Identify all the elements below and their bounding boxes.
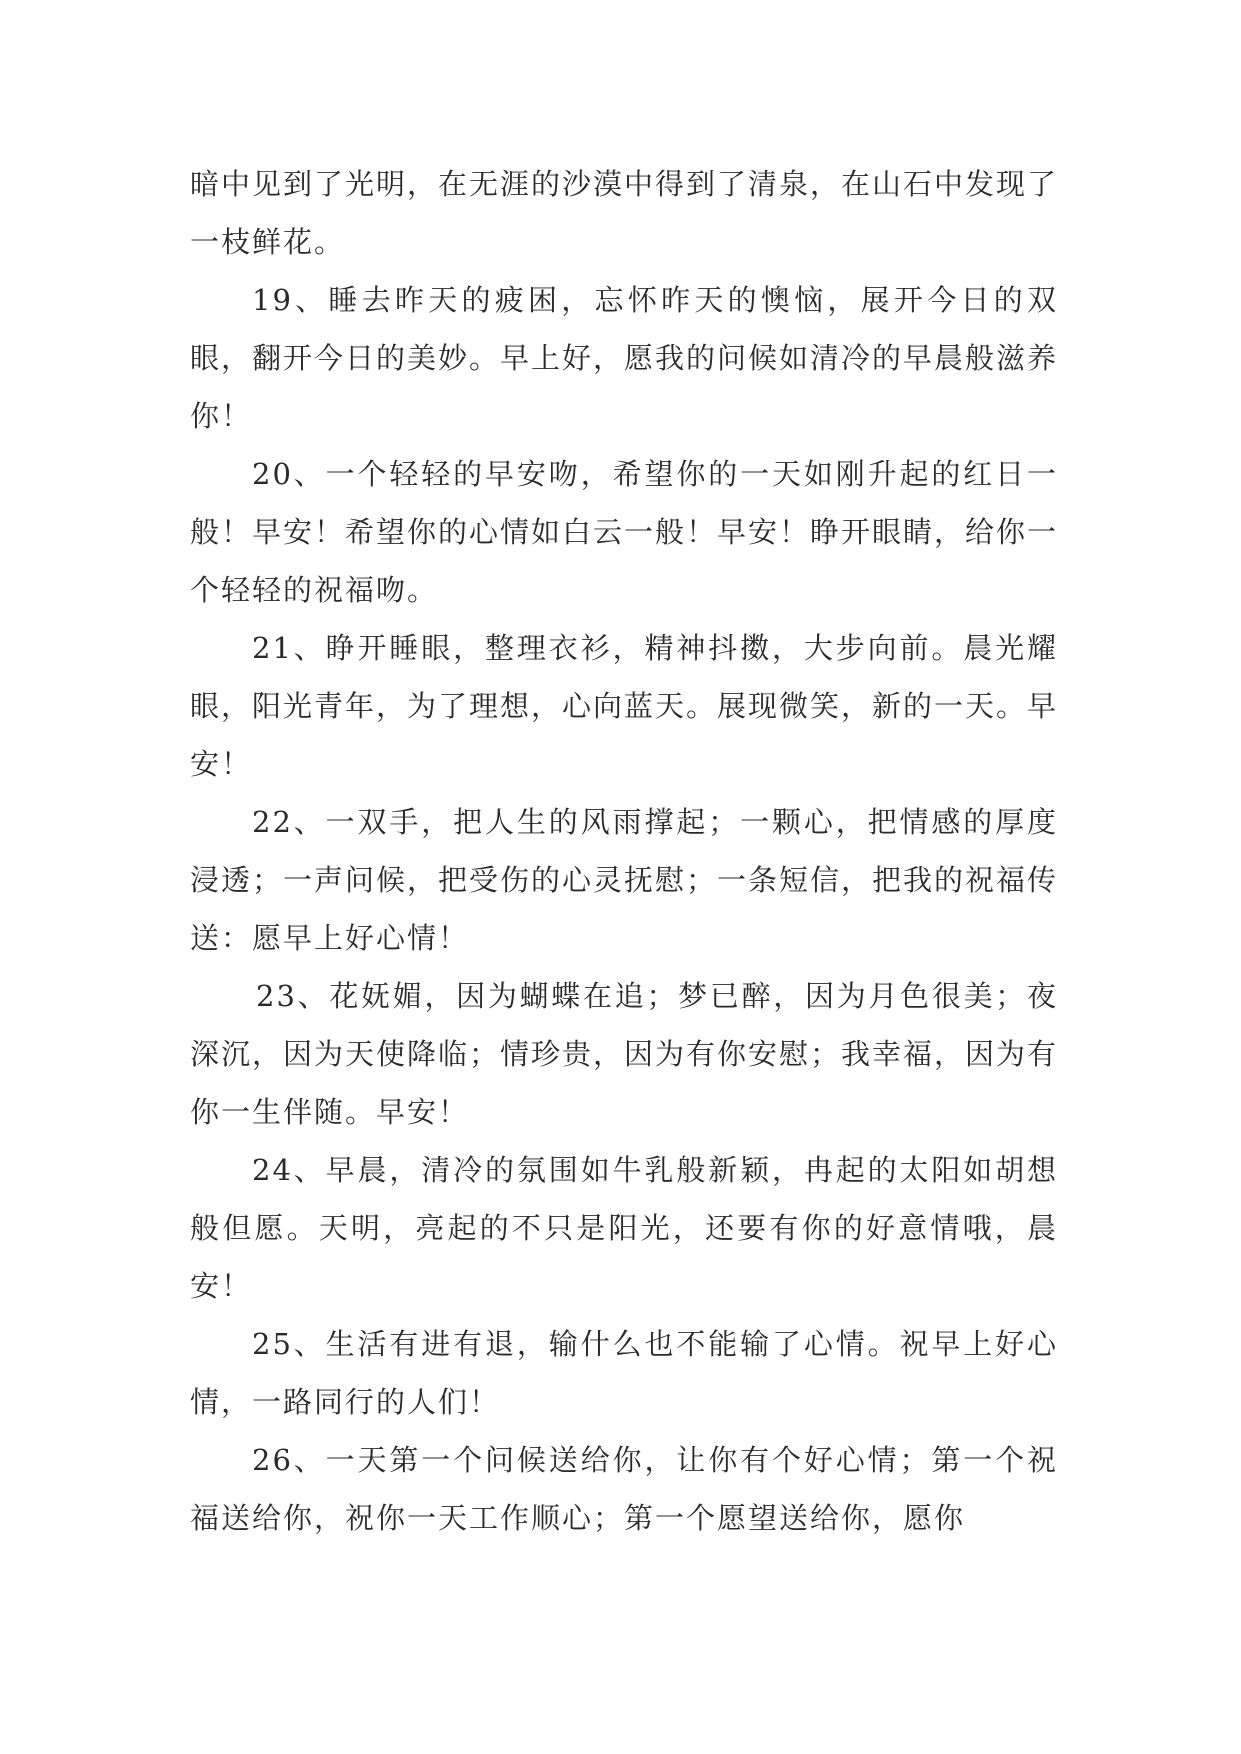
document-body (190, 155, 1058, 1547)
paragraph-22: 22、一双手，把人生的风雨撑起；一颗心，把情感的厚度浸透；一声问候，把受伤的心灵抚慰；一条短信，把我的祝福传送：愿早上好心情！ (190, 805, 1059, 955)
paragraph-24: 24、早晨，清冷的氛围如牛乳般新颖，冉起的太阳如胡想般但愿。天明，亮起的不只是阳光，还要有你的好意情哦，晨安！ (190, 1153, 1058, 1303)
paragraph-25: 25、生活有进有退，输什么也不能输了心情。祝早上好心情，一路同行的人们！ (190, 1327, 1058, 1419)
paragraph-19: 19、睡去昨天的疲困，忘怀昨天的懊恼，展开今日的双眼，翻开今日的美妙。早上好，愿我的问候如清冷的早晨般滋养你！ (190, 283, 1059, 433)
paragraph-23: 23、花妩媚，因为蝴蝶在追；梦已醉，因为月色很美；夜深沉，因为天使降临；情珍贵，因为有你安慰；我幸福，因为有你一生伴随。早安！ (190, 979, 1059, 1129)
paragraph-21: 21、睁开睡眼，整理衣衫，精神抖擞，大步向前。晨光耀眼，阳光青年，为了理想，心向蓝天。展现微笑，新的一天。早安！ (190, 631, 1059, 781)
paragraph-26: 26、一天第一个问候送给你，让你有个好心情；第一个祝福送给你，祝你一天工作顺心；第一个愿望送给你，愿你 (190, 1443, 1058, 1535)
paragraph-18-continuation: 暗中见到了光明，在无涯的沙漠中得到了清泉，在山石中发现了一枝鲜花。 (190, 167, 1059, 259)
paragraph-20: 20、一个轻轻的早安吻，希望你的一天如刚升起的红日一般！早安！希望你的心情如白云一般！早安！睁开眼睛，给你一个轻轻的祝福吻。 (190, 457, 1059, 607)
